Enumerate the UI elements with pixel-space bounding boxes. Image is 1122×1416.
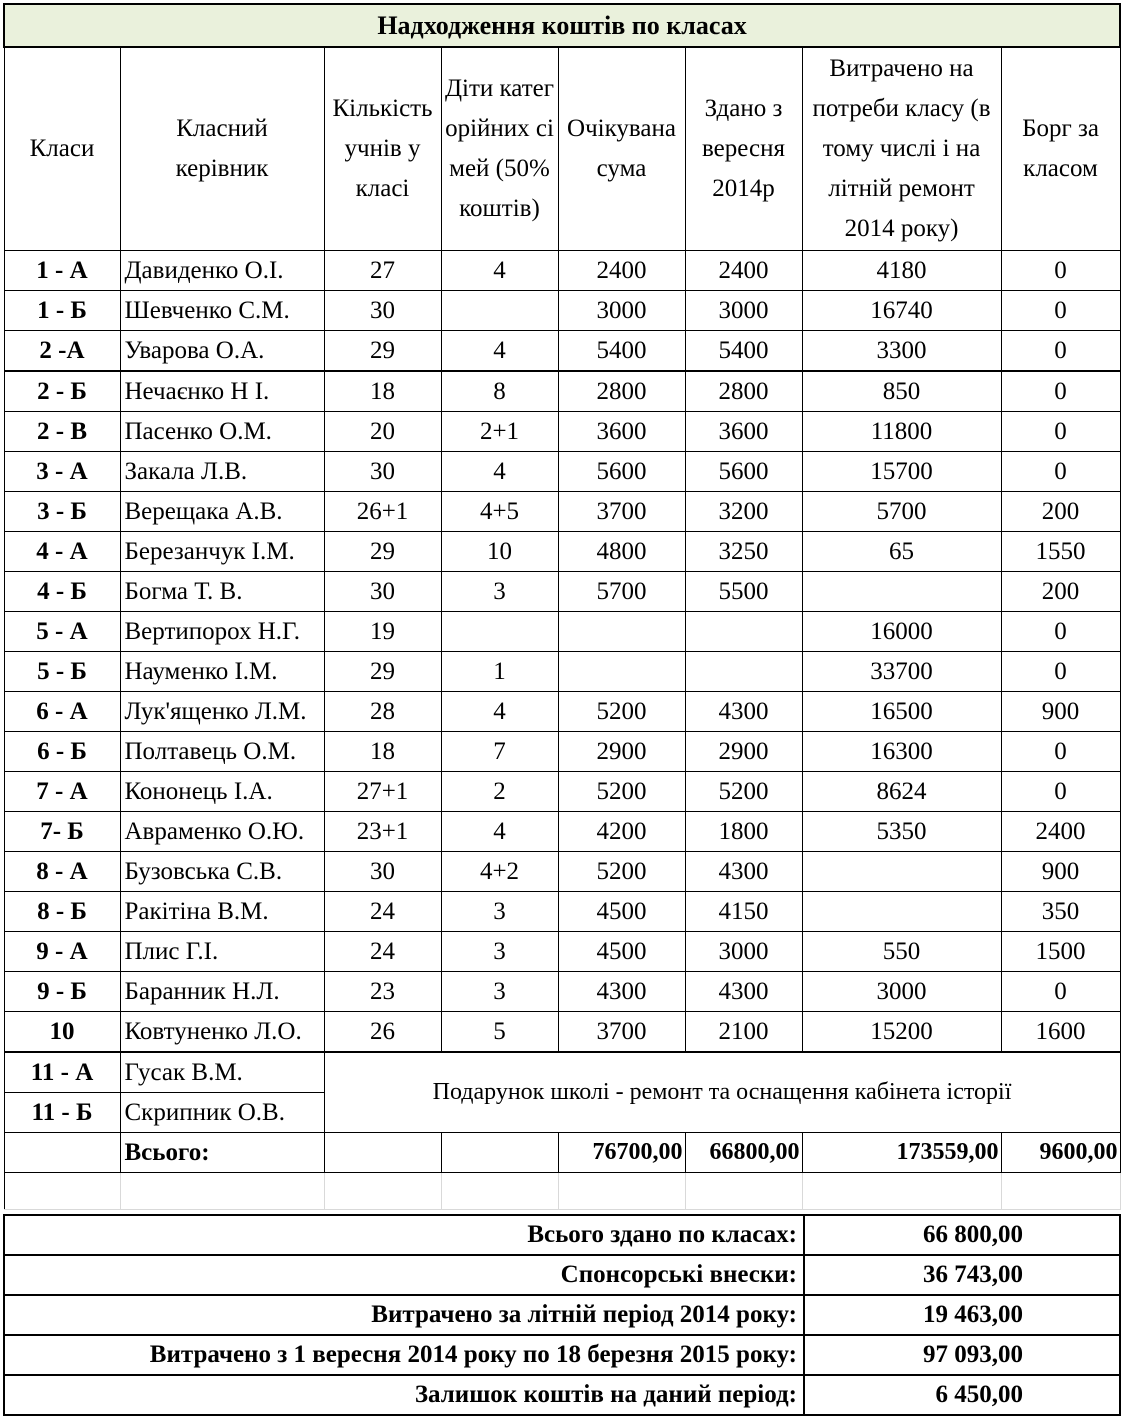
header-students: Кількість учнів у класі — [324, 47, 441, 251]
debt-cell: 0 — [1001, 772, 1120, 812]
totals-empty — [441, 1133, 558, 1173]
teacher-cell: Верещака А.В. — [120, 492, 324, 532]
students-cell: 23+1 — [324, 812, 441, 852]
debt-cell: 1550 — [1001, 532, 1120, 572]
teacher-cell: Давиденко О.І. — [120, 251, 324, 291]
debt-cell: 900 — [1001, 692, 1120, 732]
teacher-cell: Ракітіна В.М. — [120, 892, 324, 932]
header-categories: Діти категорійних сімей (50% коштів) — [441, 47, 558, 251]
class-cell: 4 - Б — [4, 572, 120, 612]
students-cell: 29 — [324, 331, 441, 372]
teacher-cell: Нечаєнко Н І. — [120, 371, 324, 412]
categories-cell — [441, 612, 558, 652]
debt-cell: 1500 — [1001, 932, 1120, 972]
summary-value: 19 463,00 — [804, 1295, 1120, 1335]
blank-cell — [1001, 1173, 1120, 1210]
table-row — [4, 852, 1120, 892]
gift-note: Подарунок школі - ремонт та оснащення кабінета історії — [324, 1052, 1120, 1133]
blank-cell — [441, 1173, 558, 1210]
debt-cell: 0 — [1001, 612, 1120, 652]
debt-cell: 1600 — [1001, 1012, 1120, 1053]
students-cell: 29 — [324, 652, 441, 692]
categories-cell: 3 — [441, 572, 558, 612]
teacher-cell: Скрипник О.В. — [120, 1093, 324, 1133]
table-row — [4, 732, 1120, 772]
expected-cell: 4500 — [558, 892, 685, 932]
teacher-cell: Полтавець О.М. — [120, 732, 324, 772]
paid-cell: 5500 — [685, 572, 802, 612]
debt-cell: 0 — [1001, 972, 1120, 1012]
categories-cell: 7 — [441, 732, 558, 772]
paid-cell: 3250 — [685, 532, 802, 572]
expected-cell: 5600 — [558, 452, 685, 492]
expected-cell: 5400 — [558, 331, 685, 372]
header-expected: Очікувана сума — [558, 47, 685, 251]
students-cell: 26 — [324, 1012, 441, 1053]
blank-cell — [802, 1173, 1001, 1210]
teacher-cell: Плис Г.І. — [120, 932, 324, 972]
spent-cell: 550 — [802, 932, 1001, 972]
table-row — [4, 412, 1120, 452]
debt-cell: 200 — [1001, 492, 1120, 532]
paid-cell: 3000 — [685, 932, 802, 972]
class-cell: 5 - Б — [4, 652, 120, 692]
paid-cell: 4300 — [685, 972, 802, 1012]
paid-cell: 3200 — [685, 492, 802, 532]
students-cell: 30 — [324, 572, 441, 612]
paid-cell: 4150 — [685, 892, 802, 932]
categories-cell: 4 — [441, 692, 558, 732]
summary-value: 6 450,00 — [804, 1375, 1120, 1415]
class-cell: 4 - А — [4, 532, 120, 572]
students-cell: 26+1 — [324, 492, 441, 532]
expected-cell: 3700 — [558, 492, 685, 532]
class-cell: 11 - Б — [4, 1093, 120, 1133]
table-row — [4, 692, 1120, 732]
debt-cell: 0 — [1001, 251, 1120, 291]
table-row — [4, 612, 1120, 652]
debt-cell: 0 — [1001, 732, 1120, 772]
class-cell: 9 - Б — [4, 972, 120, 1012]
students-cell: 23 — [324, 972, 441, 1012]
teacher-cell: Березанчук І.М. — [120, 532, 324, 572]
teacher-cell: Пасенко О.М. — [120, 412, 324, 452]
teacher-cell: Закала Л.В. — [120, 452, 324, 492]
totals-spent: 173559,00 — [802, 1133, 1001, 1173]
class-cell: 8 - Б — [4, 892, 120, 932]
table-row — [4, 932, 1120, 972]
blank-cell — [324, 1173, 441, 1210]
summary-label: Всього здано по класах: — [4, 1215, 804, 1255]
totals-expected: 76700,00 — [558, 1133, 685, 1173]
categories-cell: 10 — [441, 532, 558, 572]
paid-cell: 5400 — [685, 331, 802, 372]
class-cell: 3 - А — [4, 452, 120, 492]
class-cell: 1 - Б — [4, 291, 120, 331]
summary-label: Залишок коштів на даний період: — [4, 1375, 804, 1415]
categories-cell: 2+1 — [441, 412, 558, 452]
spent-cell: 15200 — [802, 1012, 1001, 1053]
debt-cell: 0 — [1001, 452, 1120, 492]
categories-cell: 4+5 — [441, 492, 558, 532]
teacher-cell: Лук'ященко Л.М. — [120, 692, 324, 732]
table-row — [4, 772, 1120, 812]
students-cell: 27+1 — [324, 772, 441, 812]
teacher-cell: Кононець І.А. — [120, 772, 324, 812]
gift-row-a — [4, 1052, 1120, 1093]
paid-cell: 1800 — [685, 812, 802, 852]
paid-cell: 3000 — [685, 291, 802, 331]
teacher-cell: Ковтуненко Л.О. — [120, 1012, 324, 1053]
class-cell: 5 - А — [4, 612, 120, 652]
spent-cell — [802, 892, 1001, 932]
class-cell: 10 — [4, 1012, 120, 1053]
summary-label: Спонсорські внески: — [4, 1255, 804, 1295]
summary-label: Витрачено з 1 вересня 2014 року по 18 березня 2015 року: — [4, 1335, 804, 1375]
header-class: Класи — [4, 47, 120, 251]
expected-cell — [558, 612, 685, 652]
summary-label: Витрачено за літній період 2014 року: — [4, 1295, 804, 1335]
table-row — [4, 892, 1120, 932]
summary-row — [4, 1375, 1120, 1415]
paid-cell — [685, 612, 802, 652]
expected-cell: 4300 — [558, 972, 685, 1012]
paid-cell: 5200 — [685, 772, 802, 812]
header-spent: Витрачено на потреби класу (в тому числі і на літній ремонт 2014 року) — [802, 47, 1001, 251]
table-row — [4, 492, 1120, 532]
students-cell: 28 — [324, 692, 441, 732]
class-cell: 11 - А — [4, 1052, 120, 1093]
class-cell: 6 - Б — [4, 732, 120, 772]
blank-row — [4, 1173, 1120, 1210]
debt-cell: 0 — [1001, 291, 1120, 331]
students-cell: 19 — [324, 612, 441, 652]
totals-row — [4, 1133, 1120, 1173]
spent-cell — [802, 572, 1001, 612]
table-title: Надходження коштів по класах — [4, 4, 1120, 47]
students-cell: 24 — [324, 932, 441, 972]
students-cell: 30 — [324, 452, 441, 492]
expected-cell: 3600 — [558, 412, 685, 452]
paid-cell: 2800 — [685, 371, 802, 412]
totals-empty — [324, 1133, 441, 1173]
summary-table — [3, 1214, 1121, 1416]
class-cell: 2 - Б — [4, 371, 120, 412]
class-cell: 6 - А — [4, 692, 120, 732]
paid-cell: 3600 — [685, 412, 802, 452]
header-teacher: Класний керівник — [120, 47, 324, 251]
students-cell: 18 — [324, 371, 441, 412]
expected-cell: 4800 — [558, 532, 685, 572]
blank-cell — [685, 1173, 802, 1210]
blank-cell — [4, 1173, 120, 1210]
expected-cell: 5200 — [558, 852, 685, 892]
spent-cell: 16500 — [802, 692, 1001, 732]
totals-empty — [4, 1133, 120, 1173]
expected-cell: 2400 — [558, 251, 685, 291]
blank-cell — [120, 1173, 324, 1210]
paid-cell: 2100 — [685, 1012, 802, 1053]
categories-cell: 4 — [441, 331, 558, 372]
header-paid: Здано з вересня 2014р — [685, 47, 802, 251]
spent-cell: 8624 — [802, 772, 1001, 812]
teacher-cell: Авраменко О.Ю. — [120, 812, 324, 852]
funds-table — [3, 3, 1121, 1210]
categories-cell: 4 — [441, 251, 558, 291]
spent-cell: 16300 — [802, 732, 1001, 772]
teacher-cell: Науменко І.М. — [120, 652, 324, 692]
students-cell: 29 — [324, 532, 441, 572]
class-cell: 3 - Б — [4, 492, 120, 532]
header-debt: Борг за класом — [1001, 47, 1120, 251]
teacher-cell: Баранник Н.Л. — [120, 972, 324, 1012]
students-cell: 18 — [324, 732, 441, 772]
spent-cell: 850 — [802, 371, 1001, 412]
spent-cell: 16740 — [802, 291, 1001, 331]
table-row — [4, 972, 1120, 1012]
categories-cell: 3 — [441, 892, 558, 932]
spent-cell: 3300 — [802, 331, 1001, 372]
teacher-cell: Бузовська С.В. — [120, 852, 324, 892]
expected-cell: 5200 — [558, 692, 685, 732]
spent-cell: 3000 — [802, 972, 1001, 1012]
title-row — [4, 4, 1120, 47]
summary-value: 36 743,00 — [804, 1255, 1120, 1295]
paid-cell: 2400 — [685, 251, 802, 291]
expected-cell: 5200 — [558, 772, 685, 812]
summary-row — [4, 1215, 1120, 1255]
debt-cell: 0 — [1001, 652, 1120, 692]
categories-cell: 4 — [441, 812, 558, 852]
class-cell: 2 - В — [4, 412, 120, 452]
teacher-cell: Уварова О.А. — [120, 331, 324, 372]
categories-cell: 8 — [441, 371, 558, 412]
table-row — [4, 371, 1120, 412]
spent-cell: 15700 — [802, 452, 1001, 492]
categories-cell: 4+2 — [441, 852, 558, 892]
blank-cell — [558, 1173, 685, 1210]
expected-cell: 4500 — [558, 932, 685, 972]
summary-value: 97 093,00 — [804, 1335, 1120, 1375]
summary-row — [4, 1335, 1120, 1375]
expected-cell: 3700 — [558, 1012, 685, 1053]
expected-cell: 3000 — [558, 291, 685, 331]
table-row — [4, 652, 1120, 692]
debt-cell: 0 — [1001, 331, 1120, 372]
spent-cell: 16000 — [802, 612, 1001, 652]
debt-cell: 0 — [1001, 412, 1120, 452]
spreadsheet — [3, 3, 1121, 1416]
expected-cell — [558, 652, 685, 692]
categories-cell: 2 — [441, 772, 558, 812]
table-row — [4, 251, 1120, 291]
students-cell: 27 — [324, 251, 441, 291]
teacher-cell: Гусак В.М. — [120, 1052, 324, 1093]
debt-cell: 900 — [1001, 852, 1120, 892]
expected-cell: 2900 — [558, 732, 685, 772]
debt-cell: 2400 — [1001, 812, 1120, 852]
paid-cell: 2900 — [685, 732, 802, 772]
class-cell: 7 - А — [4, 772, 120, 812]
totals-label: Всього: — [120, 1133, 324, 1173]
paid-cell — [685, 652, 802, 692]
expected-cell: 5700 — [558, 572, 685, 612]
class-cell: 8 - А — [4, 852, 120, 892]
header-row — [4, 47, 1120, 251]
categories-cell: 5 — [441, 1012, 558, 1053]
table-row — [4, 291, 1120, 331]
students-cell: 30 — [324, 291, 441, 331]
table-row — [4, 1012, 1120, 1053]
debt-cell: 0 — [1001, 371, 1120, 412]
summary-row — [4, 1295, 1120, 1335]
spent-cell: 11800 — [802, 412, 1001, 452]
spent-cell: 5700 — [802, 492, 1001, 532]
class-cell: 2 -А — [4, 331, 120, 372]
categories-cell — [441, 291, 558, 331]
spent-cell: 65 — [802, 532, 1001, 572]
teacher-cell: Богма Т. В. — [120, 572, 324, 612]
expected-cell: 2800 — [558, 371, 685, 412]
spent-cell: 5350 — [802, 812, 1001, 852]
summary-row — [4, 1255, 1120, 1295]
totals-paid: 66800,00 — [685, 1133, 802, 1173]
teacher-cell: Шевченко С.М. — [120, 291, 324, 331]
class-cell: 7- Б — [4, 812, 120, 852]
totals-debt: 9600,00 — [1001, 1133, 1120, 1173]
paid-cell: 4300 — [685, 852, 802, 892]
categories-cell: 3 — [441, 932, 558, 972]
table-row — [4, 532, 1120, 572]
students-cell: 30 — [324, 852, 441, 892]
expected-cell: 4200 — [558, 812, 685, 852]
paid-cell: 5600 — [685, 452, 802, 492]
teacher-cell: Вертипорох Н.Г. — [120, 612, 324, 652]
table-row — [4, 331, 1120, 372]
students-cell: 20 — [324, 412, 441, 452]
categories-cell: 1 — [441, 652, 558, 692]
students-cell: 24 — [324, 892, 441, 932]
summary-value: 66 800,00 — [804, 1215, 1120, 1255]
categories-cell: 3 — [441, 972, 558, 1012]
debt-cell: 200 — [1001, 572, 1120, 612]
debt-cell: 350 — [1001, 892, 1120, 932]
table-row — [4, 572, 1120, 612]
spent-cell — [802, 852, 1001, 892]
class-cell: 1 - А — [4, 251, 120, 291]
spent-cell: 4180 — [802, 251, 1001, 291]
table-row — [4, 812, 1120, 852]
categories-cell: 4 — [441, 452, 558, 492]
spent-cell: 33700 — [802, 652, 1001, 692]
class-cell: 9 - А — [4, 932, 120, 972]
paid-cell: 4300 — [685, 692, 802, 732]
table-row — [4, 452, 1120, 492]
